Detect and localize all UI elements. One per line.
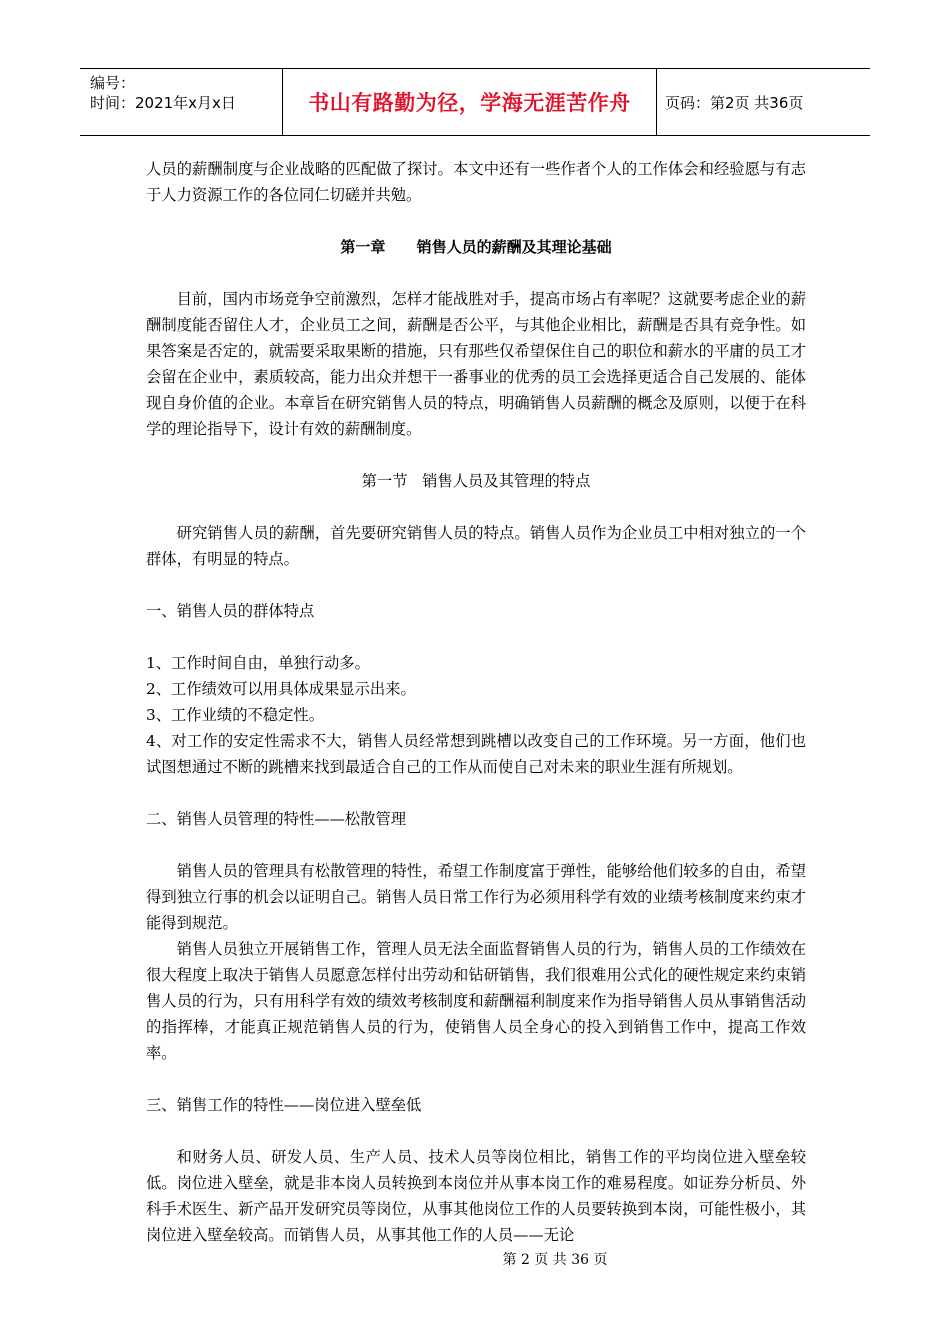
heading-three-paragraph: 和财务人员、研发人员、生产人员、技术人员等岗位相比，销售工作的平均岗位进入壁垒较低。岗位进入壁垒，就是非本岗人员转换到本岗位并从事本岗工作的难易程度。如证券分析员、外科手术医生、新产品开发研究员等岗位，从事其他岗位工作的人员要转换到本岗，可能性极小，其岗位进入壁垒较高。而销售人员，从事其他工作的人员——无论 — [146, 1148, 806, 1244]
header-motto-cell — [283, 69, 657, 135]
header-page-cell — [657, 69, 870, 135]
doc-number-label: 编号： — [90, 74, 136, 92]
document-body — [146, 156, 806, 1248]
footer-page-number: 第 2 页 共 36 页 — [502, 1252, 608, 1268]
date-line: 时间：2021年x月x日 — [90, 94, 236, 112]
page-header — [80, 68, 870, 136]
page-footer — [0, 1249, 950, 1269]
list-item-4: 4、对工作的安定性需求不大，销售人员经常想到跳槽以改变自己的工作环境。另一方面，他们也试图想通过不断的跳槽来找到最适合自己的工作从而使自己对未来的职业生涯有所规划。 — [146, 732, 806, 776]
list-item-2: 2、工作绩效可以用具体成果显示出来。 — [146, 680, 416, 698]
chapter-title: 第一章 销售人员的薪酬及其理论基础 — [340, 238, 612, 256]
list-item-1: 1、工作时间自由，单独行动多。 — [146, 654, 370, 672]
heading-three: 三、销售工作的特性——岗位进入壁垒低 — [146, 1096, 422, 1114]
header-meta-cell — [80, 69, 283, 135]
heading-one: 一、销售人员的群体特点 — [146, 602, 315, 620]
section-paragraph: 研究销售人员的薪酬，首先要研究销售人员的特点。销售人员作为企业员工中相对独立的一个群体，有明显的特点。 — [146, 524, 806, 568]
heading-two-paragraph-b: 销售人员独立开展销售工作，管理人员无法全面监督销售人员的行为，销售人员的工作绩效在很大程度上取决于销售人员愿意怎样付出劳动和钻研销售，我们很难用公式化的硬性规定来约束销售人员的行为，只有用科学有效的绩效考核制度和薪酬福利制度来作为指导销售人员从事销售活动的指挥棒，才能真正规范销售人员的行为，使销售人员全身心的投入到销售工作中，提高工作效率。 — [146, 940, 806, 1062]
heading-two: 二、销售人员管理的特性——松散管理 — [146, 810, 407, 828]
heading-two-paragraph-a: 销售人员的管理具有松散管理的特性，希望工作制度富于弹性，能够给他们较多的自由，希望得到独立行事的机会以证明自己。销售人员日常工作行为必须用科学有效的业绩考核制度来约束才能得到规范。 — [146, 862, 806, 932]
motto-text: 书山有路勤为径，学海无涯苦作舟 — [308, 91, 631, 115]
section-title: 第一节 销售人员及其管理的特点 — [361, 472, 591, 490]
page-info: 页码：第2页 共36页 — [665, 93, 804, 112]
list-item-3: 3、工作业绩的不稳定性。 — [146, 706, 324, 724]
chapter-paragraph: 目前，国内市场竞争空前激烈，怎样才能战胜对手，提高市场占有率呢？这就要考虑企业的薪酬制度能否留住人才，企业员工之间，薪酬是否公平，与其他企业相比，薪酬是否具有竞争性。如果答案是否定的，就需要采取果断的措施，只有那些仅希望保住自己的职位和薪水的平庸的员工才会留在企业中，素质较高，能力出众并想干一番事业的优秀的员工会选择更适合自己发展的、能体现自身价值的企业。本章旨在研究销售人员的特点，明确销售人员薪酬的概念及原则，以便于在科学的理论指导下，设计有效的薪酬制度。 — [146, 290, 806, 438]
intro-paragraph: 人员的薪酬制度与企业战略的匹配做了探讨。本文中还有一些作者个人的工作体会和经验愿与有志于人力资源工作的各位同仁切磋并共勉。 — [146, 160, 806, 204]
